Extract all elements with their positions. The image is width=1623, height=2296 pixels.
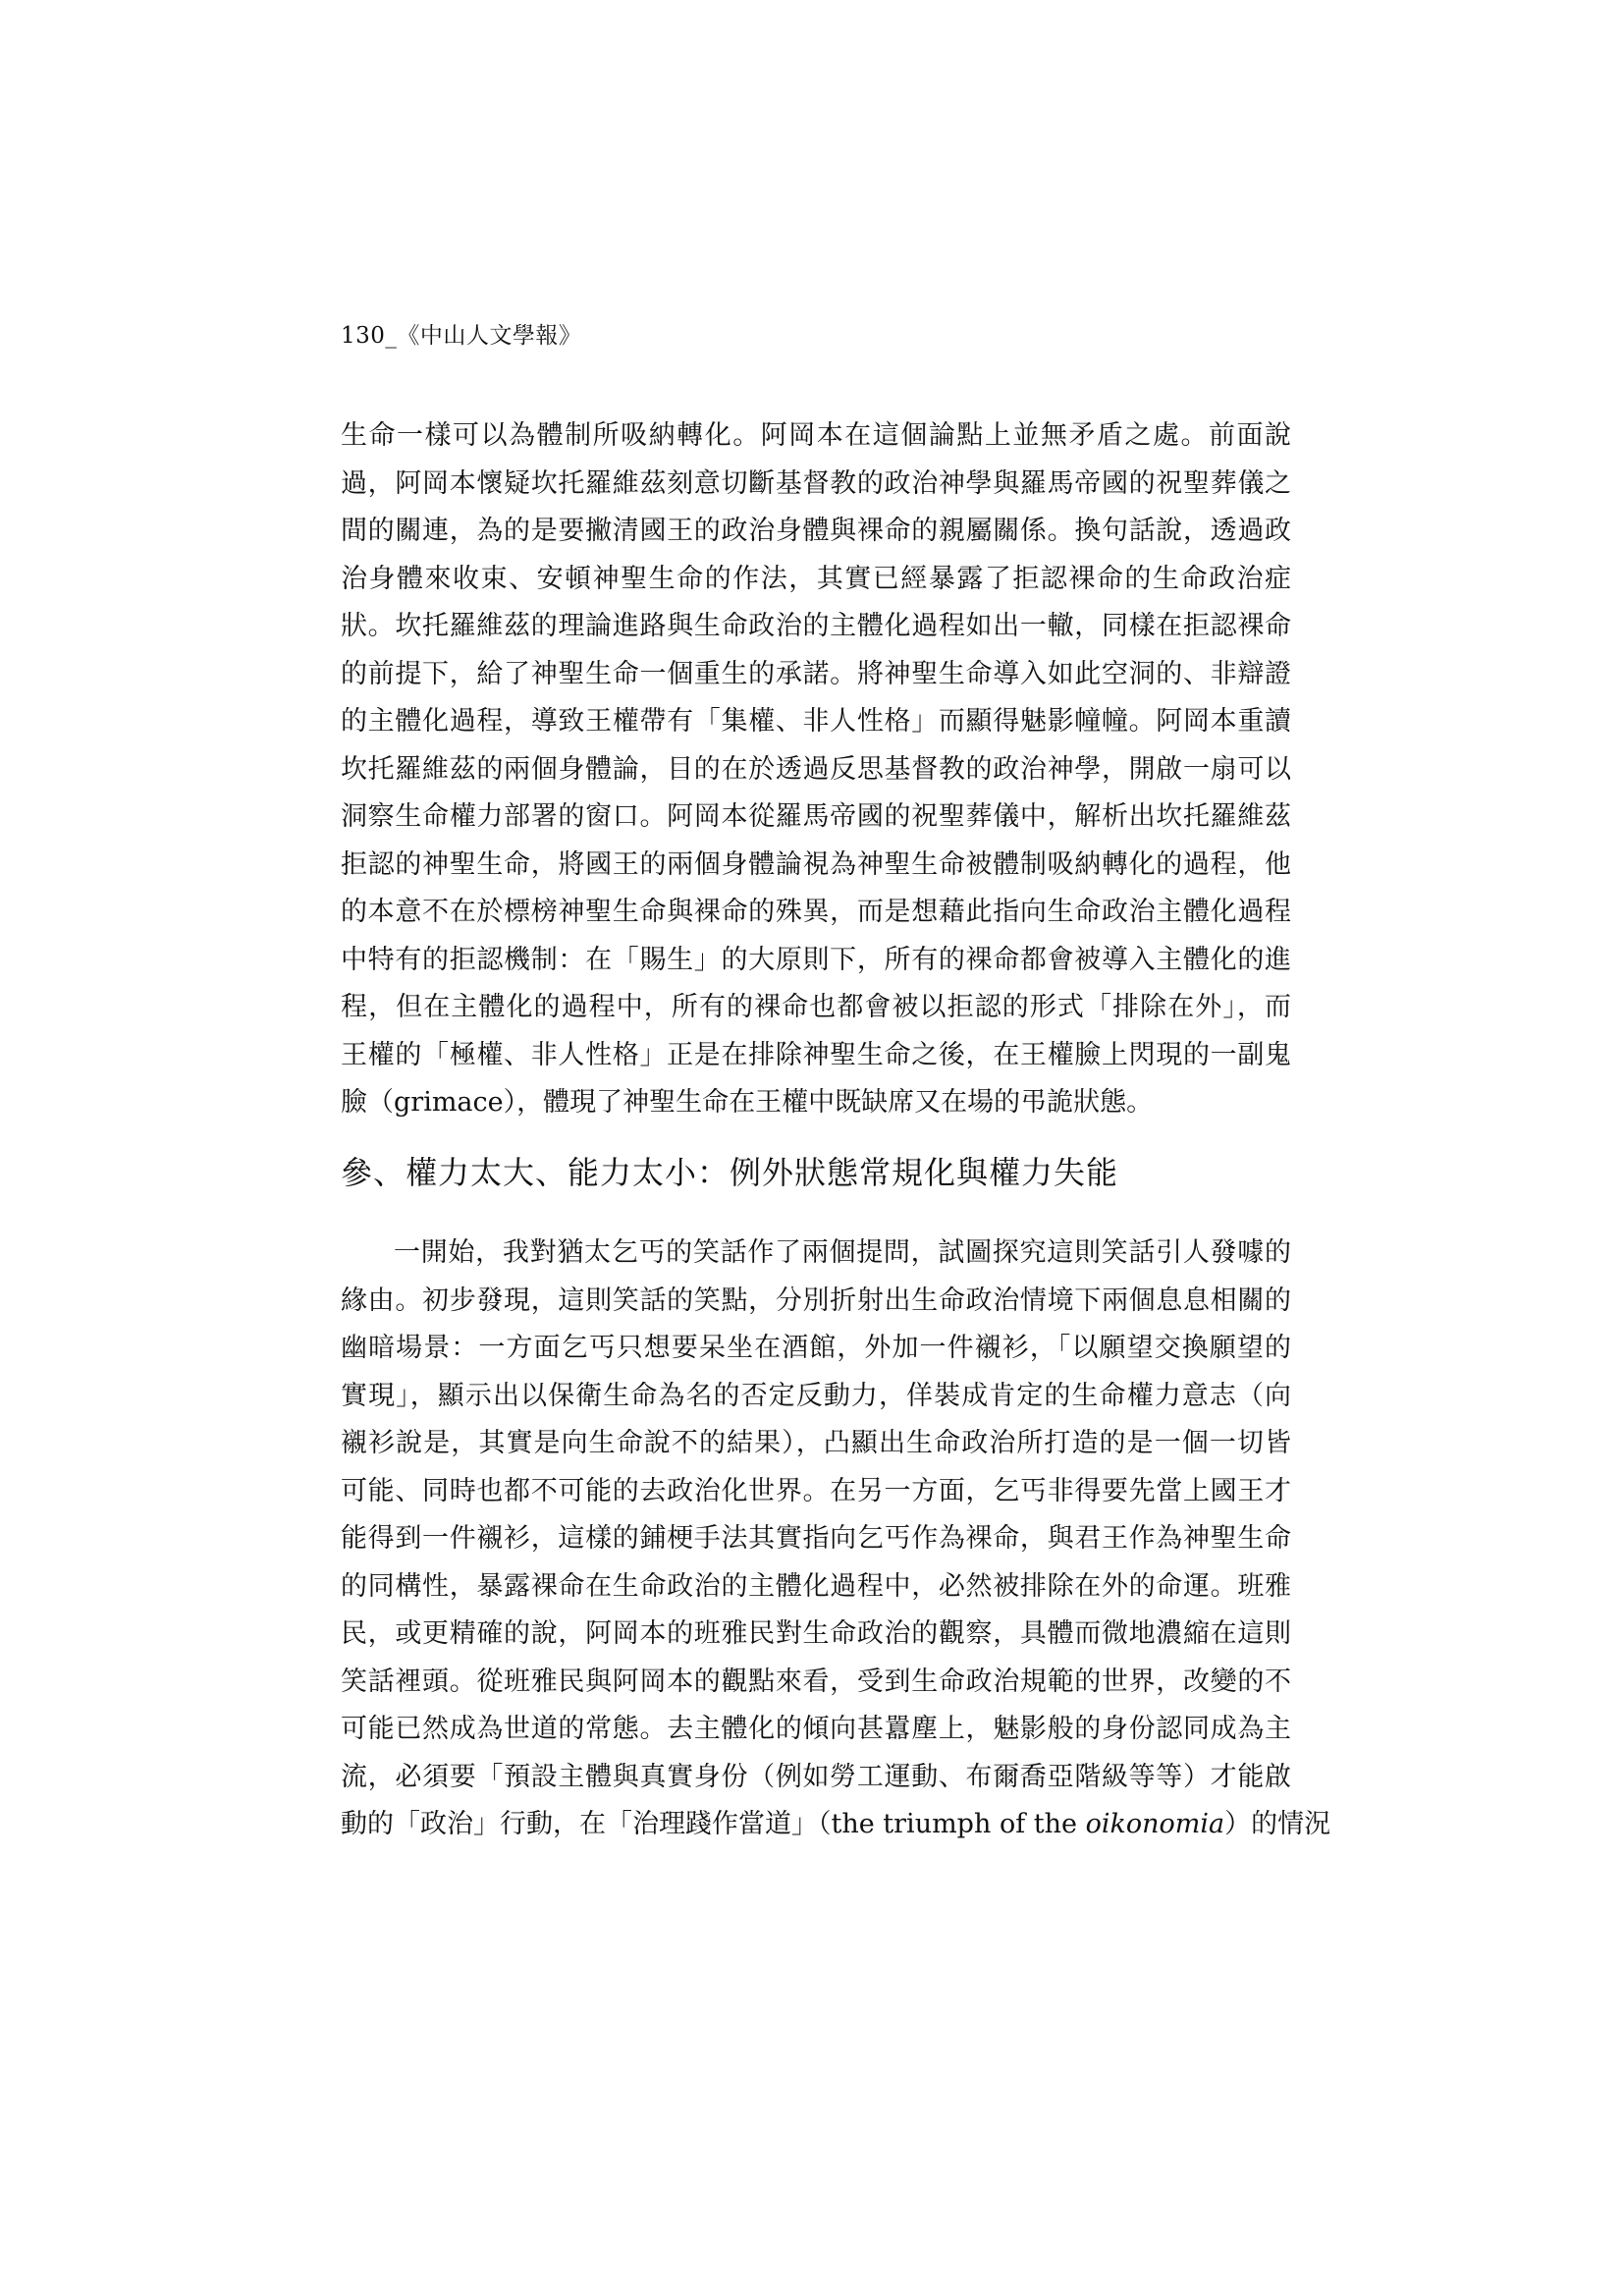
paragraph-line: 可能、同時也都不可能的去政治化世界。在另一方面，乞丐非得要先當上國王才: [341, 1475, 1291, 1506]
paragraph-line: 臉（grimace），體現了神聖生命在王權中既缺席又在場的弔詭狀態。: [341, 1087, 1154, 1118]
running-header: [341, 321, 581, 351]
paragraph-line: 生命一樣可以為體制所吸納轉化。阿岡本在這個論點上並無矛盾之處。前面說: [341, 420, 1291, 451]
paragraph-line: 的本意不在於標榜神聖生命與裸命的殊異，而是想藉此指向生命政治主體化過程: [341, 897, 1291, 927]
page-number: 130: [341, 323, 386, 349]
paragraph-line: 過，阿岡本懷疑坎托羅維茲刻意切斷基督教的政治神學與羅馬帝國的祝聖葬儀之: [341, 467, 1291, 499]
paragraph-line: 坎托羅維茲的兩個身體論，目的在於透過反思基督教的政治神學，開啟一扇可以: [341, 753, 1291, 785]
paragraph-line: 間的關連，為的是要撇清國王的政治身體與裸命的親屬關係。換句話說，透過政: [341, 516, 1291, 546]
paragraph-line: 中特有的拒認機制：在「賜生」的大原則下，所有的裸命都會被導入主體化的進: [341, 944, 1291, 975]
paragraph-line: 笑話裡頭。從班雅民與阿岡本的觀點來看，受到生命政治規範的世界，改變的不: [341, 1666, 1291, 1697]
line-text: ）的情況: [1224, 1809, 1331, 1839]
journal-title: _《中山人文學報》: [385, 323, 582, 349]
paragraph-line: 的主體化過程，導致王權帶有「集權、非人性格」而顯得魅影幢幢。阿岡本重讀: [341, 706, 1291, 737]
paragraph-line: 民，或更精確的說，阿岡本的班雅民對生命政治的觀察，具體而微地濃縮在這則: [341, 1618, 1291, 1649]
paragraph-continued: [341, 412, 1291, 1127]
paragraph-line: 一開始，我對猶太乞丐的笑話作了兩個提問，試圖探究這則笑話引人發噱的: [394, 1237, 1291, 1268]
paragraph-line: 幽暗場景：一方面乞丐只想要呆坐在酒館，外加一件襯衫，「以願望交換願望的: [341, 1333, 1291, 1363]
paragraph-line: 治身體來收束、安頓神聖生命的作法，其實已經暴露了拒認裸命的生命政治症: [341, 563, 1291, 594]
paragraph-line: 可能已然成為世道的常態。去主體化的傾向甚囂塵上，魅影般的身份認同成為主: [341, 1714, 1291, 1744]
paragraph-line: 程，但在主體化的過程中，所有的裸命也都會被以拒認的形式「排除在外」，而: [341, 992, 1291, 1022]
paragraph-line: 流，必須要「預設主體與真實身份（例如勞工運動、布爾喬亞階級等等）才能啟: [341, 1761, 1291, 1792]
paragraph-line: 拒認的神聖生命，將國王的兩個身體論視為神聖生命被體制吸納轉化的過程，他: [341, 848, 1291, 880]
paragraph-line: 的同構性，暴露裸命在生命政治的主體化過程中，必然被排除在外的命運。班雅: [341, 1570, 1291, 1602]
paragraph-line-last: [341, 1801, 1331, 1849]
line-text: 動的「政治」行動，在「治理踐作當道」（the triumph of the: [341, 1809, 1086, 1839]
paragraph-line: 王權的「極權、非人性格」正是在排除神聖生命之後，在王權臉上閃現的一副鬼: [341, 1039, 1291, 1070]
paragraph-line: 能得到一件襯衫，這樣的鋪梗手法其實指向乞丐作為裸命，與君王作為神聖生命: [341, 1523, 1291, 1554]
paragraph-section-body: [341, 1230, 1331, 1849]
paragraph-line: 洞察生命權力部署的窗口。阿岡本從羅馬帝國的祝聖葬儀中，解析出坎托羅維茲: [341, 801, 1291, 832]
paragraph-line: 襯衫說是，其實是向生命說不的結果），凸顯出生命政治所打造的是一個一切皆: [341, 1428, 1291, 1458]
paragraph-line: 實現」，顯示出以保衛生命為名的否定反動力，佯裝成肯定的生命權力意志（向: [341, 1380, 1291, 1411]
italic-term: oikonomia: [1085, 1809, 1225, 1839]
paragraph-line: 的前提下，給了神聖生命一個重生的承諾。將神聖生命導入如此空洞的、非辯證: [341, 658, 1291, 689]
paragraph-line: 緣由。初步發現，這則笑話的笑點，分別折射出生命政治情境下兩個息息相關的: [341, 1285, 1291, 1316]
paragraph-line: 狀。坎托羅維茲的理論進路與生命政治的主體化過程如出一轍，同樣在拒認裸命: [341, 611, 1291, 641]
section-heading: 參、權力太大、能力太小：例外狀態常規化與權力失能: [341, 1154, 1119, 1191]
